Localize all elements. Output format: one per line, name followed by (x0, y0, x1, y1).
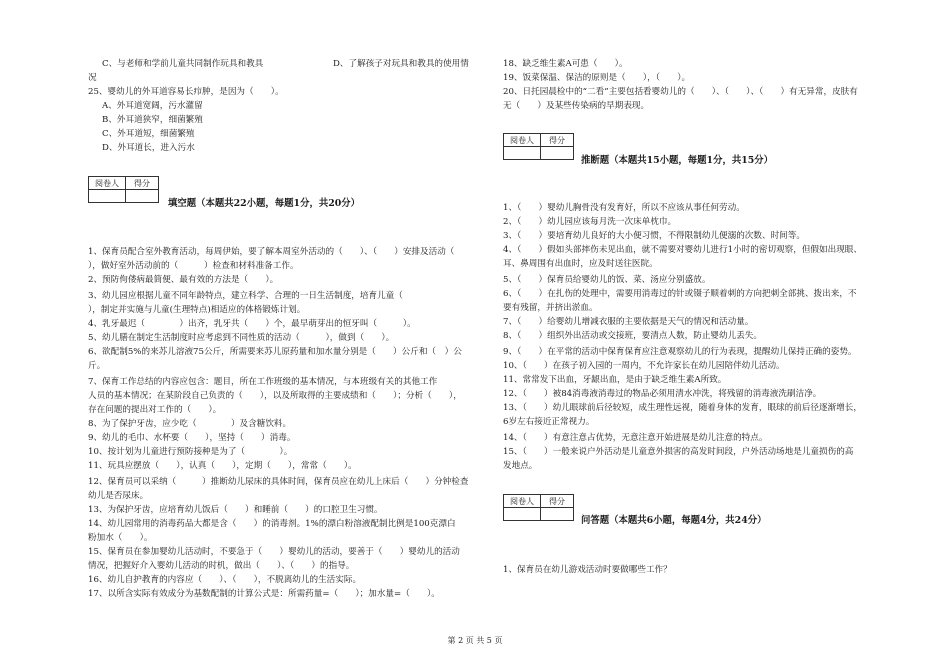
judge-line: 5、（ ）保育员给婴幼儿的饭、菜、汤应分别盛放。 (503, 275, 711, 285)
grader-label: 阅卷人 (504, 495, 541, 508)
fill-line-19: 19、饭菜保温、保洁的原则是（ ），（ ）。 (503, 73, 691, 83)
fill-line-20-cont: 无（ ）及某些传染病的早期表现。 (503, 101, 650, 111)
q25-option-a: A、外耳道宽阔，污水灌留 (102, 101, 203, 111)
fill-line: 2、预防佝偻病最简便、最有效的方法是（ ）。 (88, 275, 279, 285)
q24-option-c: C、与老师和学前儿童共同制作玩具和教具 (102, 59, 264, 69)
score-cell (126, 190, 159, 203)
fill-line: 斤。 (88, 361, 106, 371)
q25-option-c: C、外耳道短，细菌繁殖 (102, 129, 195, 139)
fill-line: 4、乳牙最迟（ ）出齐，乳牙共（ ）个，最早萌芽出的恒牙叫（ ）。 (88, 319, 416, 329)
judge-line: 10、（ ）在孩子初入园的一周内，不允许家长在幼儿园陪伴幼儿活动。 (503, 361, 785, 371)
fill-line: 5、幼儿膳在制定生活制度时应考虑到不同性质的活动（ ），做到（ ）。 (88, 333, 395, 343)
fill-line: 14、幼儿园常用的消毒药品大都是含（ ）的消毒剂。1%的漂白粉溶液配制比例是100克漂白 (88, 519, 456, 529)
judge-line: 12、（ ）被84消毒液消毒过的物品必须用清水冲洗，将残留的消毒液洗刷洁净。 (503, 389, 822, 399)
judge-line: 发地点。 (503, 461, 538, 471)
fill-line: 粉加水（ ）。 (88, 533, 153, 543)
score-label: 得分 (541, 495, 574, 508)
score-cell (541, 508, 574, 521)
score-label: 得分 (126, 177, 159, 190)
judge-line: 11、常常发下出血，牙龈出血，是由于缺乏维生素A所致。 (503, 375, 727, 385)
fill-line: 6、欲配制5%的来苏儿溶液75公斤，所需要来苏儿原药量和加水量分别是（ ）公斤和（ ）公 (88, 347, 462, 357)
fill-line: 17、以所含实际有效成分为基数配制的计算公式是：所需药量=（ ）；加水量=（ ）。 (88, 589, 440, 599)
judge-line: 8、（ ）组织外出活动或交接班，要清点人数，防止婴幼儿丢失。 (503, 331, 762, 341)
judge-line: 耳、鼻周围有出血时，应及时送往医院。 (503, 259, 658, 269)
judge-line: 15、（ ）一般来说户外活动是儿童意外损害的高发时间段，户外活动场地是儿童损伤的高 (503, 447, 854, 457)
score-label: 得分 (541, 134, 574, 147)
judge-line: 9、（ ）在平常的活动中保育保育应注意观察幼儿的行为表现，提醒幼儿保持正确的姿势。 (503, 347, 857, 357)
fill-section-title: 填空题（本题共22小题，每题1分，共20分） (168, 198, 360, 209)
fill-line: 3、幼儿园应根据儿童不同年龄特点，建立科学、合理的一日生活制度，培育儿童（ (88, 291, 421, 301)
grader-cell (89, 190, 126, 203)
judge-line: 14、（ ）有意注意占优势，无意注意开始进展是幼儿注意的特点。 (503, 433, 768, 443)
grader-label: 阅卷人 (89, 177, 126, 190)
q24-option-d: D、了解孩子对玩具和教具的使用情 (333, 59, 469, 69)
qa-section-title: 问答题（本题共6小题，每题4分，共24分） (581, 515, 767, 526)
fill-line: 情况，把握好介入婴幼儿活动的时机，做出（ ）、（ ）的指导。 (88, 561, 355, 571)
judge-score-box (503, 133, 574, 160)
judge-line: 要有残留，并挤出淤血。 (503, 303, 598, 313)
fill-line-20: 20、日托园晨检中的“二看”主要包括看婴幼儿的（ ）、（ ）、（ ）有无异常，皮肤有 (503, 87, 858, 97)
fill-line: 11、玩具应摆放（ ），认真（ ），定期（ ），常常（ ）。 (88, 461, 357, 471)
fill-line: 8、为了保护牙齿，应少吃（ ）及含糖饮料。 (88, 419, 292, 429)
fill-line: 存在问题的提出对工作的（ ）。 (88, 405, 222, 415)
q25-option-d: D、外耳道长，进入污水 (102, 143, 195, 153)
q24-option-d-continuation: 况 (88, 73, 97, 83)
judge-section-title: 推断题（本题共15小题，每题1分，共15分） (581, 155, 773, 166)
fill-line-18: 18、缺乏维生素A可患（ ）。 (503, 59, 628, 69)
qa-line: 1、保育员在幼儿游戏活动时要做哪些工作？ (503, 565, 672, 575)
judge-line: 6、（ ）在扎伤的处理中，需要用消毒过的针或镊子顺着刺的方向把刺全部挑、拨出来，不 (503, 289, 857, 299)
fill-line: 幼儿是否尿床。 (88, 491, 149, 501)
qa-score-box (503, 494, 574, 521)
fill-line: 1、保育员配合室外教育活动，每周伊始，要了解本周室外活动的（ ）、（ ）安排及活动（ (88, 247, 455, 257)
fill-line: ），制定并实施与儿童(生理特点)相适应的体格锻炼计划。 (88, 305, 306, 315)
fill-line: 9、幼儿的毛巾、水杯要（ ），坚持（ ）消毒。 (88, 433, 296, 443)
judge-line: 1、（ ）婴幼儿胸骨没有发育好，所以不应该从事任何劳动。 (503, 203, 745, 213)
page-footer: 第 2 页 共 5 页 (447, 636, 503, 645)
judge-line: 4、（ ）假如头部摔伤未见出血，就不需要对婴幼儿进行1小时的密切观察，但假如出现眼、 (503, 245, 862, 255)
fill-line: 13、为保护牙齿，应培育幼儿饭后（ ）和睡前（ ）的口腔卫生习惯。 (88, 505, 383, 515)
fill-line: 15、保育员在参加婴幼儿活动时，不要急于（ ）婴幼儿的活动，要善于（ ）婴幼儿的活动 (88, 547, 460, 557)
q25-stem: 25、婴幼儿的外耳道容易长疖肿，是因为（ ）。 (88, 87, 284, 97)
fill-line: 7、保育工作总结的内容应包含：题目，所在工作班级的基本情况，与本班级有关的其他工作 (88, 377, 438, 387)
q25-option-b: B、外耳道狭窄，细菌繁殖 (102, 115, 203, 125)
fill-score-box (88, 176, 159, 203)
judge-line: 13、（ ）幼儿眼球前后径较短，成生理性远视，随着身体的发育，眼球的前后径逐渐增长， (503, 403, 862, 413)
grader-cell (504, 147, 541, 160)
fill-line: 10、按计划为儿童进行预防接种是为了（ ）。 (88, 447, 293, 457)
fill-line: ），做好室外活动前的（ ）检查和材料准备工作。 (88, 261, 299, 271)
judge-line: 6岁左右接近正常视力。 (503, 417, 595, 427)
judge-line: 3、（ ）要培育幼儿良好的大小便习惯，不得限制幼儿便溺的次数、时间等。 (503, 231, 805, 241)
grader-cell (504, 508, 541, 521)
grader-label: 阅卷人 (504, 134, 541, 147)
judge-line: 2、（ ）幼儿园应该每月洗一次床单枕巾。 (503, 217, 677, 227)
fill-line: 人员的基本情况；在某阶段自己负责的（ ），以及所取得的主要成绩和（ ）；分析（ ）， (88, 391, 462, 401)
fill-line: 16、幼儿自护教育的内容应（ ）、（ ），不脱离幼儿的生活实际。 (88, 575, 362, 585)
judge-line: 7、（ ）给婴幼儿增减衣服的主要依据是天气的情况和活动量。 (503, 317, 754, 327)
score-cell (541, 147, 574, 160)
fill-line: 12、保育员可以采纳（ ）推断幼儿尿床的具体时间，保育员应在幼儿上床后（ ）分钟检查 (88, 477, 469, 487)
